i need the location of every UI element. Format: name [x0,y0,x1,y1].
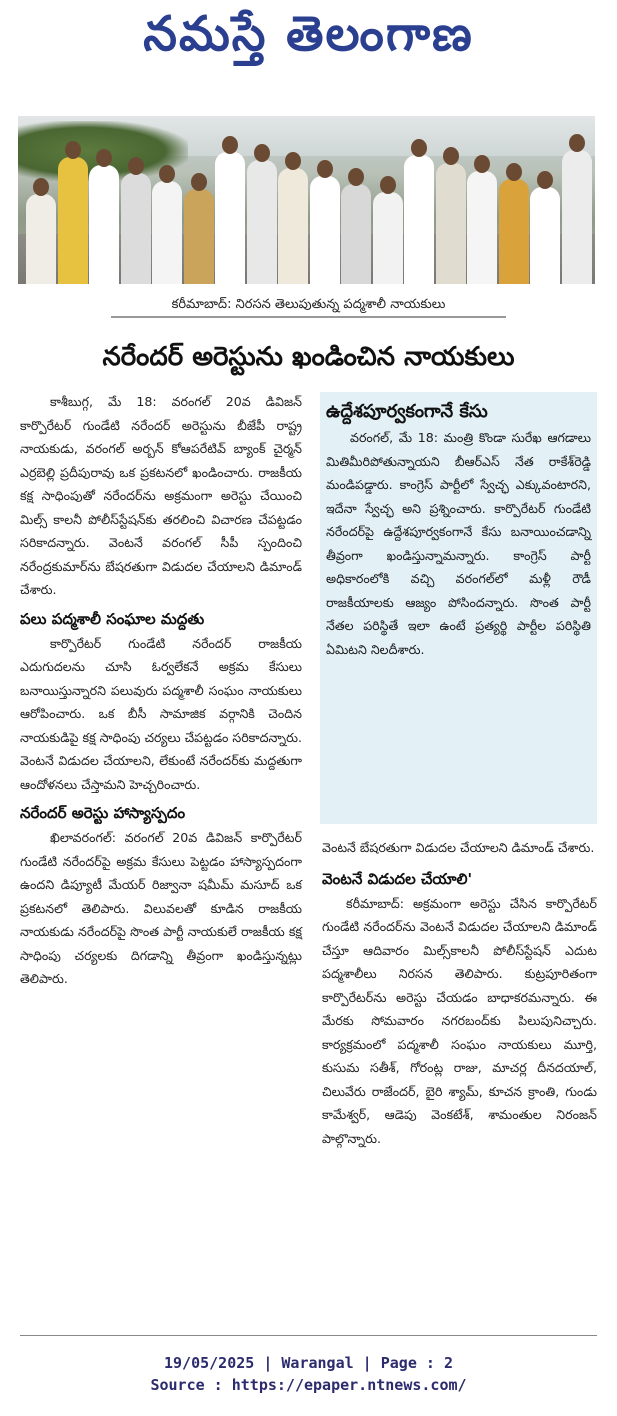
photo-person [467,171,497,284]
article-paragraph: కరీమాబాద్: అక్రమంగా అరెస్టు చేసిన కార్పొరేటర్ గుండేటి నరేందర్‌ను వెంటనే విడుదల చేయాలని డిమాండ్ చేస్తూ ఆదివారం మిల్స్‌కాలనీ పోలీస్‌స్టేషన్ ఎదుట పద్మశాలీలు నిరసన తెలిపారు. కుట్రపూరితంగా కార్పొరేటర్‌ను అరెస్టు చేయడం బాధాకరమన్నారు. ఈ మేరకు సోమవారం నగరబంద్‌కు పిలుపునిచ్చారు. కార్యక్రమంలో పద్మశాలీ సంఘం నాయకులు మూర్తి, కుసుమ సతీశ్, గోరంట్ల రాజు, మాచర్ల దీనదయాల్, చిలువేరు రాజేందర్, బైరి శ్యామ్, కూచన క్రాంతి, గుండు కామేశ్వర్, ఆడెపు వెంకటేశ్, శామంతుల నిరంజన్ పాల్గొన్నారు. [322,895,597,1146]
subheading: నరేందర్ అరెస్టు హాస్యాస్పదం [20,804,186,822]
footer [0,1352,617,1396]
photo-person [58,157,88,284]
sidebar-box [320,392,597,824]
article-paragraph: కాశీబుగ్గ, మే 18: వరంగల్ 20వ డివిజన్ కార్పొరేటర్ గుండేటి నరేందర్ అరెస్టును బీజేపీ రాష్ట్ర నాయకుడు, వరంగల్ అర్బన్ కోఆపరేటివ్ బ్యాంక్ చైర్మన్ ఎర్రబెల్లి ప్రదీపురావు ఒక ప్రకటనలో ఖండించారు. రాజకీయ కక్ష సాధింపుతో నరేందర్‌ను అక్రమంగా అరెస్టు చేయించి మిల్స్ కాలనీ పోలీస్‌స్టేషన్‌కు తరలించి విచారణ చేపట్టడం సరికాదన్నారు. వెంటనే వరంగల్ సీపీ స్పందించి నరేంద్రకుమార్‌ను బేషరతుగా విడుదల చేయాలని డిమాండ్ చేశారు. [20,394,302,597]
photo-person [530,187,560,284]
masthead-title: నమస్తే తెలంగాణ [143,6,474,62]
article-paragraph: వెంటనే బేషరతుగా విడుదల చేయాలని డిమాండ్ చేశారు. [322,840,595,855]
subheading: పలు పద్మశాలీ సంఘాల మద్దతు [20,609,205,628]
photo-person [562,150,592,284]
article-paragraph: కార్పొరేటర్ గుండేటి నరేందర్ రాజకీయ ఎదుగుదలను చూసి ఓర్వలేకనే అక్రమ కేసులు బనాయిస్తున్నారని పలువురు పద్మశాలీ సంఘం నాయకులు ఆరోపించారు. ఒక బీసీ సామాజిక వర్గానికి చెందిన నాయకుడిపై కక్ష సాధింపు చర్యలు చేపట్టడం సరికాదన్నారు. వెంటనే విడుదల చేయాలని, లేకుంటే నరేందర్‌కు మద్దతుగా ఆందోళనలు చేస్తామని హెచ్చరించారు. [20,635,302,792]
headline: నరేందర్ అరెస్టును ఖండించిన నాయకులు [102,342,515,372]
photo-person [26,194,56,284]
photo-person [215,152,245,284]
right-column [322,836,597,1150]
news-photo [18,116,595,284]
box-paragraph: వరంగల్, మే 18: మంత్రి కొండా సురేఖ ఆగడాలు మితిమీరిపోతున్నాయని బీఆర్‌ఎస్ నేత రాకేశ్‌రెడ్డి మండిపడ్డారు. కాంగ్రెస్ పార్టీలో స్వేచ్ఛ ఎక్కువంటారని, ఇదేనా స్వేచ్ఛ అని ప్రశ్నించారు. కార్పొరేటర్ గుండేటి నరేందర్‌పై ఉద్దేశపూర్వకంగానే కేసు బనాయించడాన్ని తీవ్రంగా ఖండిస్తున్నామన్నారు. కాంగ్రెస్ పార్టీ అధికారంలోకి వచ్చి వరంగల్‌లో మళ్లీ రౌడీ రాజకీయాలకు ఆజ్యం పోసిందన్నారు. సొంత పార్టీ నేతల పరిస్థితే ఇలా ఉంటే ప్రత్యర్థి పార్టీల పరిస్థితి ఏమిటని నిలదీశారు. [326,430,591,657]
photo-person [247,160,277,284]
footer-date-line: 19/05/2025 | Warangal | Page : 2 [164,1354,453,1372]
footer-source-line: Source : https://epaper.ntnews.com/ [150,1376,467,1394]
photo-person [373,192,403,284]
footer-rule [20,1335,597,1336]
photo-person [184,189,214,284]
photo-caption: కరీమాబాద్: నిరసన తెలుపుతున్న పద్మశాలీ నాయకులు [111,294,506,318]
photo-person [310,176,340,284]
left-column [20,390,302,991]
photo-person [499,179,529,284]
photo-person [341,184,371,284]
photo-person [152,181,182,284]
photo-person [278,168,308,284]
photo-person [89,165,119,284]
subheading: వెంటనే విడుదల చేయాలి' [322,869,473,888]
photo-person [404,155,434,284]
photo-person [121,173,151,284]
masthead [0,0,617,80]
article-paragraph: ఖిలావరంగల్: వరంగల్ 20వ డివిజన్ కార్పొరేటర్ గుండేటి నరేందర్‌పై అక్రమ కేసులు పెట్టడం హాస్యాస్పదంగా ఉందని డిప్యూటీ మేయర్ రిజ్వానా షమీమ్ మసూద్ ఒక ప్రకటనలో తెలిపారు. విలువలతో కూడిన రాజకీయ నాయకుడు నరేందర్‌పై సొంత పార్టీ నాయకులే రాజకీయ కక్ష సాధింపు చర్యలకు దిగడాన్ని తీవ్రంగా ఖండిస్తున్నట్లు తెలిపారు. [20,830,302,986]
photo-person [436,163,466,284]
box-title: ఉద్దేశపూర్వకంగానే కేసు [326,401,488,422]
